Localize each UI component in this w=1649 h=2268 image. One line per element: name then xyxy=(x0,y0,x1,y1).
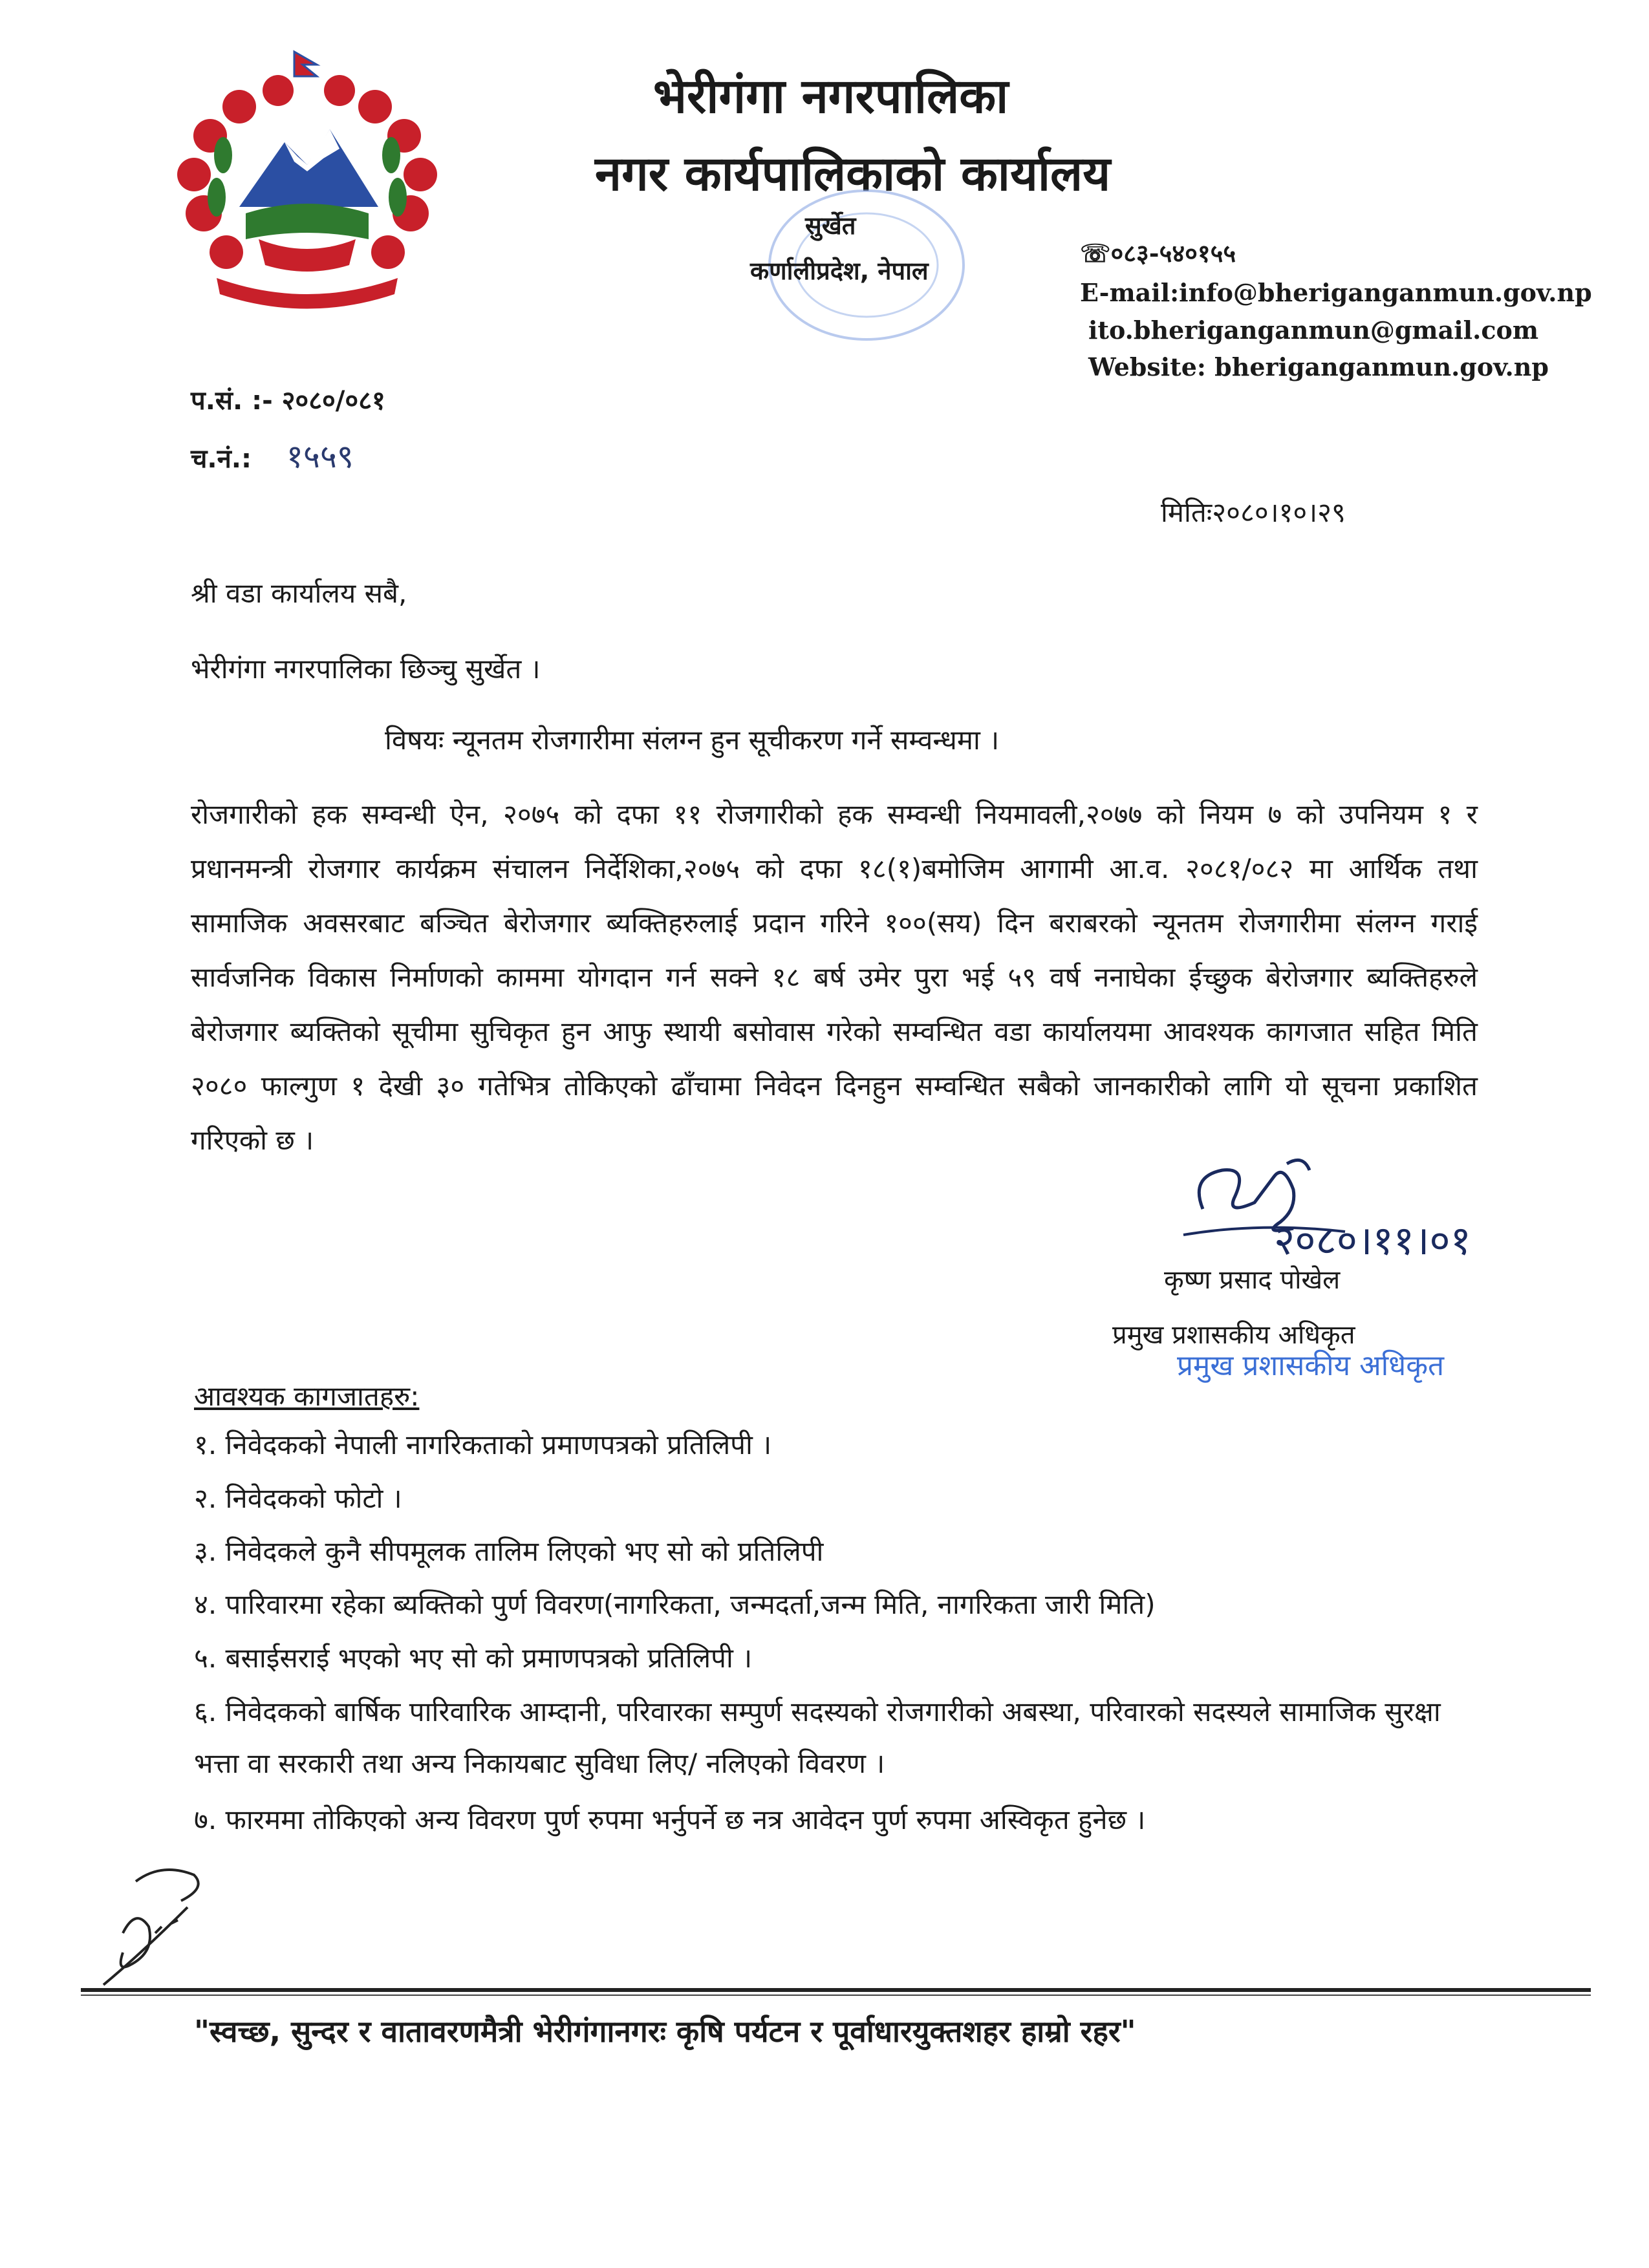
signatory-stamp: प्रमुख प्रशासकीय अधिकृत xyxy=(1177,1349,1445,1382)
initials-icon xyxy=(84,1856,252,2004)
dispatch-number: च.नं.: १५५९ xyxy=(191,438,354,475)
letter-date: मितिः२०८०।१०।२९ xyxy=(1161,497,1346,528)
dispatch-label: च.नं. xyxy=(191,444,241,474)
document-item: १. निवेदकको नेपाली नागरिकताको प्रमाणपत्रको प्रतिलिपी । xyxy=(194,1429,772,1460)
dispatch-value: १५५९ xyxy=(286,438,354,475)
website: Website: bheriganganmun.gov.np xyxy=(1088,352,1549,381)
footer-motto: "स्वच्छ, सुन्दर र वातावरणमैत्री भेरीगंगानगरः कृषि पर्यटन र पूर्वाधारयुक्तशहर हाम्रो रहर" xyxy=(194,2014,1136,2049)
letter-number: प.सं. :- २०८०/०८१ xyxy=(191,386,385,416)
email-secondary: ito.bheriganganmun@gmail.com xyxy=(1088,316,1539,345)
documents-heading: आवश्यक कागजातहरु: xyxy=(194,1380,420,1412)
document-item: ५. बसाईसराई भएको भए सो को प्रमाणपत्रको प्रतिलिपी । xyxy=(194,1642,753,1674)
signatory-title: प्रमुख प्रशासकीय अधिकृत xyxy=(1112,1320,1355,1350)
document-item: २. निवेदकको फोटो । xyxy=(194,1482,402,1514)
notice-body: रोजगारीको हक सम्वन्धी ऐन, २०७५ को दफा ११ रोजगारीको हक सम्वन्धी नियमावली,२०७७ को नियम ७ को उपनियम १ र प्रधानमन्त्री रोजगार कार्यक्रम संचालन निर्देशिका,२०७५ को दफा १८(१)बमोजिम आगामी आ.व. २०८१/०८२ मा आर्थिक तथा सामाजिक अवसरबाट बञ्चित बेरोजगार ब्यक्तिहरुलाई प्रदान गरिने १००(सय) दिन बराबरको न्यूनतम रोजगारीमा संलग्न गराई सार्वजनिक विकास निर्माणको काममा योगदान गर्न सक्ने १८ बर्ष उमेर पुरा भई ५९ वर्ष ननाघेका ईच्छुक बेरोजगार ब्यक्तिहरुले बेरोजगार ब्यक्तिको सूचीमा सुचिकृत हुन आफु स्थायी बसोवास गरेको सम्वन्धित वडा कार्यालयमा आवश्यक कागजात सहित मिति २०८० फाल्गुण १ देखी ३० गतेभित्र तोकिएको ढाँचामा निवेदन दिनहुन सम्वन्धित सबैको जानकारीको लागि यो सूचना प्रकाशित गरिएको छ । xyxy=(191,798,1478,1156)
subject-line: विषयः न्यूनतम रोजगारीमा संलग्न हुन सूचीकरण गर्ने सम्वन्धमा । xyxy=(385,724,1000,756)
document-item: ३. निवेदकले कुनै सीपमूलक तालिम लिएको भए सो को प्रतिलिपी xyxy=(194,1535,824,1567)
document-item: ७. फारममा तोकिएको अन्य विवरण पुर्ण रुपमा भर्नुपर्ने छ नत्र आवेदन पुर्ण रुपमा अस्विकृत हुनेछ । xyxy=(194,1804,1146,1835)
footer-rule-thin xyxy=(81,1995,1591,1996)
district-label: सुर्खेत xyxy=(805,211,856,240)
signatory-name: कृष्ण प्रसाद पोखेल xyxy=(1164,1265,1341,1295)
signature-date: २०८०।११।०१ xyxy=(1274,1217,1471,1264)
province-label: कर्णालीप्रदेश, नेपाल xyxy=(750,257,929,285)
phone-number: ☏०८३-५४०१५५ xyxy=(1080,239,1236,268)
footer-rule xyxy=(81,1988,1591,1992)
office-title: नगर कार्यपालिकाको कार्यालय xyxy=(595,146,1111,202)
email-primary: E-mail:info@bheriganganmun.gov.np xyxy=(1080,278,1592,307)
document-item: ६. निवेदकको बार्षिक पारिवारिक आम्दानी, परिवारका सम्पुर्ण सदस्यको रोजगारीको अबस्था, परिवारको सदस्यले सामाजिक सुरक्षा भत्ता वा सरकारी तथा अन्य निकायबाट सुविधा लिए/ नलिएको विवरण । xyxy=(194,1696,1441,1779)
addressee-line-1: श्री वडा कार्यालय सबै, xyxy=(191,577,407,609)
addressee-line-2: भेरीगंगा नगरपालिका छिञ्चु सुर्खेत । xyxy=(191,653,541,685)
nepal-emblem-icon xyxy=(155,45,459,323)
municipality-title: भेरीगंगा नगरपालिका xyxy=(653,69,1009,124)
document-item: ४. पारिवारमा रहेका ब्यक्तिको पुर्ण विवरण(नागरिकता, जन्मदर्ता,जन्म मिति, नागरिकता जारी मिति) xyxy=(194,1589,1156,1620)
